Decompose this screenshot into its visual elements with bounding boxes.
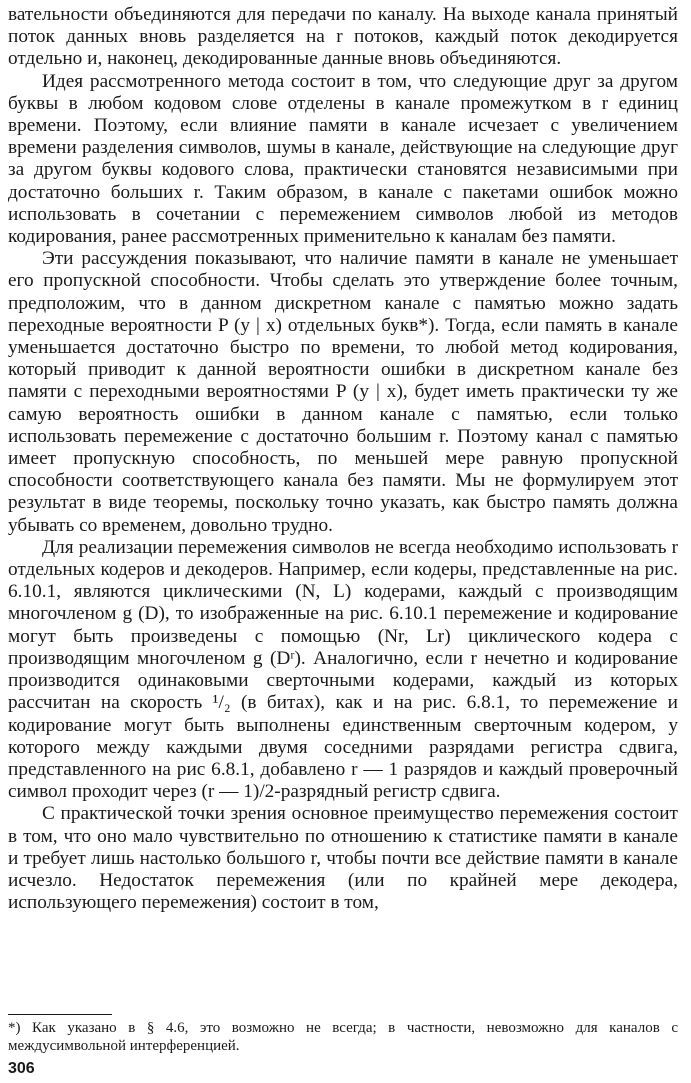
body-text (8, 4, 678, 914)
paragraph-continued: вательности объединяются для передачи по каналу. На выходе канала принятый поток данных вновь разделяется на r потоков, каждый поток декодируется отдельно и, наконец, декодированные данные вновь объединяются. (8, 4, 678, 70)
footnote: *) Как указано в § 4.6, это возможно не всегда; в частности, невозможно для каналов с междусимвольной интерференцией. (8, 1020, 678, 1054)
paragraph-capacity-argument: Эти рассуждения показывают, что наличие памяти в канале не уменьшает его пропускной способности. Чтобы сделать это утверждение более точным, предположим, что в данном дискретном канале с памятью можно задать переходные вероятности P (y | x) отдельных букв*). Тогда, если память в канале уменьшается достаточно быстро по времени, то любой метод кодирования, который приводит к данной вероятности ошибки в дискретном канале без памяти с переходными вероятностями P (y | x), будет иметь практически ту же самую вероятность ошибки в данном канале с памятью, если только использовать перемежение с достаточно большим r. Поэтому канал с памятью имеет пропускную способность, по меньшей мере равную пропускной способности соответствующего канала без памяти. Мы не формулируем этот результат в виде теоремы, поскольку точно указать, как быстро память должна убывать со временем, довольно трудно. (8, 248, 678, 536)
paragraph-advantage: С практической точки зрения основное преимущество перемежения состоит в том, что оно мало чувствительно по отношению к статистике памяти в канале и требует лишь настолько большого r, чтобы почти все действие памяти в канале исчезло. Недостаток перемежения (или по крайней мере декодера, использующего перемежения) состоит в том, (8, 803, 678, 914)
footnote-divider (8, 1014, 112, 1015)
paragraph-implementation: Для реализации перемежения символов не всегда необходимо использовать r отдельных кодеров и декодеров. Например, если кодеры, представленные на рис. 6.10.1, являются циклическими (N, L) кодерами, каждый с производящим многочленом g (D), то изображенные на рис. 6.10.1 перемежение и кодирование могут быть произведены с помощью (Nr, Lr) циклического кодера с производящим многочленом g (Dʳ). Аналогично, если r нечетно и кодирование производится одинаковыми сверточными кодерами, каждый из которых рассчитан на скорость ¹/₂ (в битах), как и на рис. 6.8.1, то перемежение и кодирование могут быть выполнены единственным сверточным кодером, у которого между каждыми двумя соседними разрядами регистра сдвига, представленного на рис 6.8.1, добавлено r — 1 разрядов и каждый проверочный символ проходит через (r — 1)/2-разрядный регистр сдвига. (8, 536, 678, 803)
page-number: 306 (8, 1060, 35, 1077)
paragraph-interleaving-idea: Идея рассмотренного метода состоит в том, что следующие друг за другом буквы в любом кодовом слове отделены в канале промежутком в r единиц времени. Поэтому, если влияние памяти в канале исчезает с увеличением времени разделения символов, шумы в канале, действующие на следующие друг за другом буквы кодового слова, практически становятся независимыми при достаточно больших r. Таким образом, в канале с пакетами ошибок можно использовать в сочетании с перемежением символов любой из методов кодирования, ранее рассмотренных применительно к каналам без памяти. (8, 70, 678, 248)
